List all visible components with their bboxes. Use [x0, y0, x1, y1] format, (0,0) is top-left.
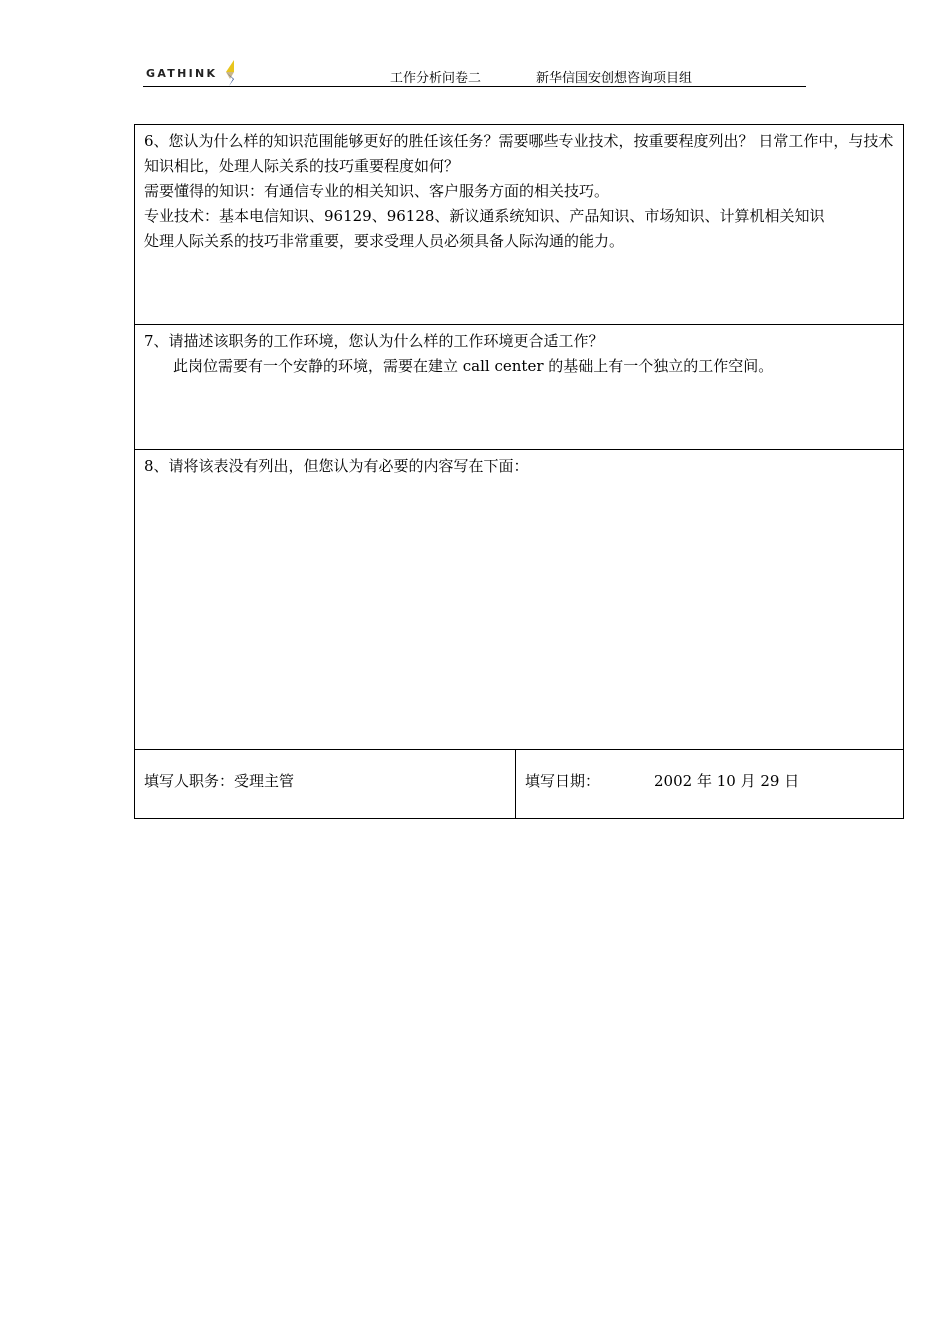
questionnaire-form: [134, 124, 904, 819]
section-6-question: 6、您认为什么样的知识范围能够更好的胜任该任务？需要哪些专业技术，按重要程度列出？ 日常工作中，与技术知识相比，处理人际关系的技巧重要程度如何？: [144, 132, 894, 175]
logo-text: GATHINK: [146, 66, 218, 80]
section-8-question: 8、请将该表没有列出，但您认为有必要的内容写在下面：: [144, 457, 529, 475]
company-logo: [146, 60, 241, 86]
section-6: [135, 125, 903, 325]
section-6-answer-knowledge: 需要懂得的知识：有通信专业的相关知识、客户服务方面的相关技巧。: [144, 182, 610, 200]
section-7-answer: 此岗位需要有一个安静的环境，需要在建立 call center 的基础上有一个独立的工作空间。: [173, 357, 774, 375]
signature-row: [135, 750, 903, 818]
section-6-answer-interpersonal: 处理人际关系的技巧非常重要，要求受理人员必须具备人际沟通的能力。: [144, 232, 625, 250]
date-cell: [516, 750, 903, 818]
section-7: [135, 325, 903, 450]
position-cell: [135, 750, 516, 818]
organization-name: 新华信国安创想咨询项目组: [536, 71, 693, 86]
section-8: [135, 450, 903, 750]
date-label: 填写日期：: [525, 772, 601, 790]
logo-mark-icon: [221, 59, 241, 87]
position-value: 受理主管: [234, 772, 295, 790]
date-value: 2002 年 10 月 29 日: [654, 772, 800, 790]
position-label: 填写人职务：: [144, 772, 235, 790]
section-6-answer-skills: 专业技术：基本电信知识、96129、96128、新议通系统知识、产品知识、市场知识、计算机相关知识: [144, 207, 825, 225]
section-7-question: 7、请描述该职务的工作环境，您认为什么样的工作环境更合适工作？: [144, 332, 604, 350]
document-title: 工作分析问卷二: [390, 71, 482, 86]
page-header: [143, 58, 806, 87]
